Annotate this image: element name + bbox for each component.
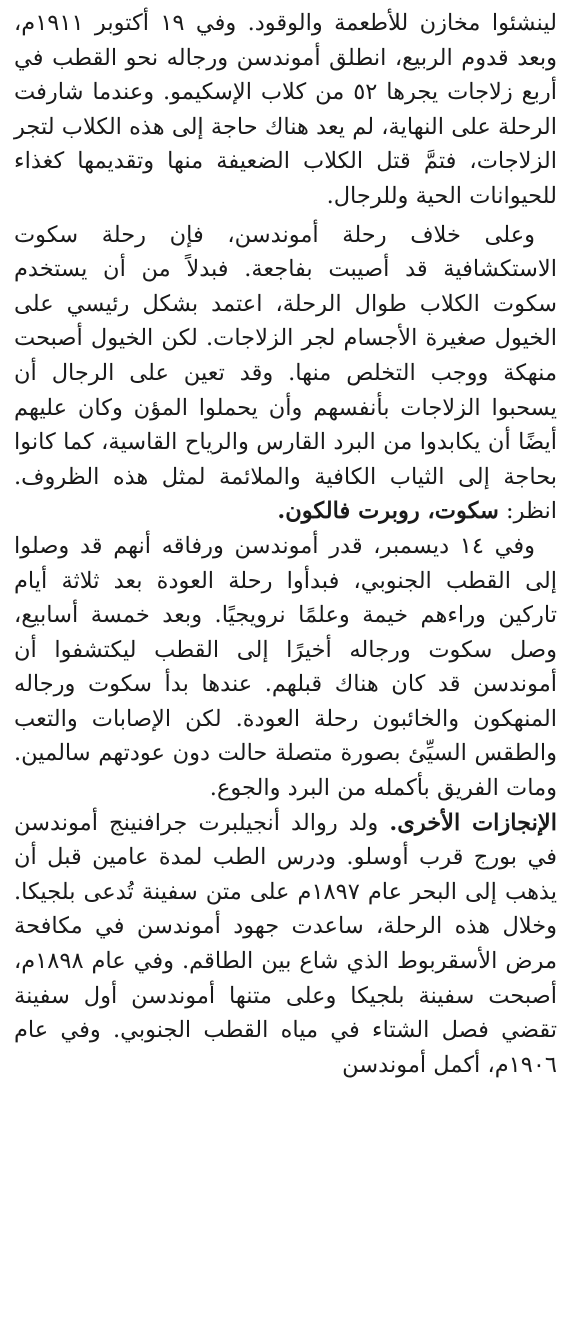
paragraph-scott-expedition — [14, 218, 557, 529]
paragraph-amundsen-depots: لينشئوا مخازن للأطعمة والوقود. وفي ١٩ أكتوبر ١٩١١م، وبعد قدوم الربيع، انطلق أموندسن ورجاله نحو القطب في أربع زلاجات يجرها ٥٢ من كلاب الإسكيمو. وعندما شارفت الرحلة على النهاية، لم يعد هناك حاجة إلى هذه الكلاب لتجر الزلاجات، فتمَّ قتل الكلاب الضعيفة منها وتقديمها كغذاء للحيوانات الحية وللرجال. — [14, 10, 557, 209]
section-heading-other-achievements: الإنجازات الأخرى. — [389, 809, 558, 836]
paragraph-other-achievements-text: ولد روالد أنجيلبرت جرافنينج أموندسن في بورج قرب أوسلو. ودرس الطب لمدة عامين قبل أن يذهب إلى البحر عام ١٨٩٧م على متن سفينة تُدعى بلجيكا. وخلال هذه الرحلة، ساعدت جهود أموندسن في مكافحة مرض الأسقربوط الذي شاع بين الطاقم. وفي عام ١٨٩٨م، أصبحت سفينة بلجيكا وعلى متنها أموندسن أول سفينة تقضي فصل الشتاء في مياه القطب الجنوبي. وفي عام ١٩٠٦م، أكمل أموندسن — [14, 809, 558, 1078]
paragraph-south-pole-race: وفي ١٤ ديسمبر، قدر أموندسن ورفاقه أنهم قد وصلوا إلى القطب الجنوبي، فبدأوا رحلة العودة بعد ثلاثة أيام تاركين وراءهم خيمة وعلمًا نرويجيًا. وبعد خمسة أسابيع، وصل سكوت ورجاله أخيرًا إلى القطب ليكتشفوا أن أموندسن قد كان هناك قبلهم. عندها بدأ سكوت ورجاله المنهكون والخائبون رحلة العودة. لكن الإصابات والتعب والطقس السيِّئ بصورة متصلة حالت دون عودتهم سالمين. ومات الفريق بأكمله من البرد والجوع. — [14, 532, 557, 802]
paragraph-other-achievements — [14, 806, 557, 1083]
paragraph-scott-text: وعلى خلاف رحلة أموندسن، فإن رحلة سكوت الاستكشافية قد أصيبت بفاجعة. فبدلاً من أن يستخدم سكوت الكلاب طوال الرحلة، اعتمد بشكل رئيسي على الخيول صغيرة الأجسام لجر الزلاجات. لكن الخيول أصبحت منهكة ووجب التخلص منها. وقد تعين على الرجال أن يسحبوا الزلاجات بأنفسهم وأن يحملوا المؤن وكان عليهم أيضًا أن يكابدوا من البرد القارس والرياح القاسية، كما كانوا بحاجة إلى الثياب الكافية والملائمة لمثل هذه الظروف. انظر: — [14, 221, 557, 525]
cross-reference-scott: سكوت، روبرت فالكون. — [277, 498, 499, 525]
